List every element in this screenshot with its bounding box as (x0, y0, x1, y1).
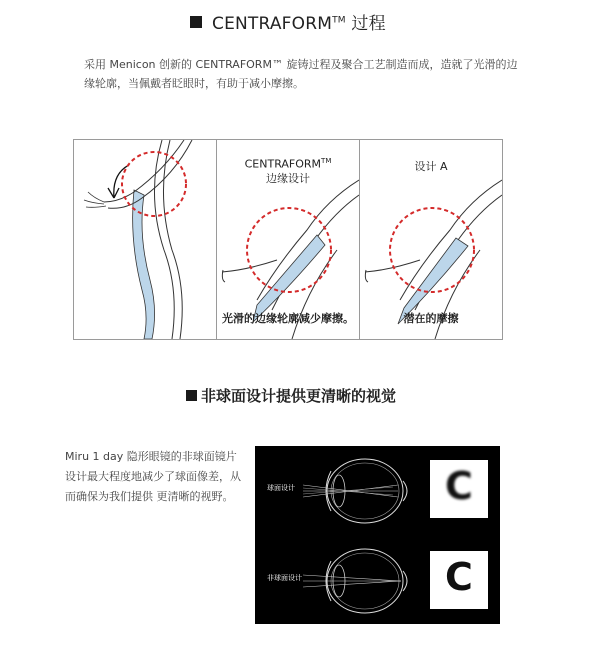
eyelid-lens-illustration (74, 140, 216, 339)
spherical-eye-icon (303, 451, 413, 531)
bullet-square-icon (186, 390, 197, 401)
sharp-letter-c: C (445, 555, 473, 599)
aspheric-comparison-panel (255, 446, 500, 624)
panel-design-a (359, 139, 503, 340)
edge-comparison-diagram (73, 139, 503, 340)
title-main: CENTRAFORM (212, 14, 333, 34)
section-title-centraform (190, 9, 386, 34)
bullet-square-icon (190, 16, 202, 28)
panel2-caption: 光滑的边缘轮廓减少摩擦。 (222, 312, 354, 325)
title-suffix: 过程 (345, 14, 386, 34)
aspheric-label: 非球面设计 (267, 574, 302, 582)
title-tm: TM (332, 15, 346, 26)
panel2-title-line1: CENTRAFORM (244, 157, 322, 171)
panel-centraform-edge (216, 139, 360, 340)
panel3-caption: 潜在的摩擦 (403, 312, 459, 325)
spherical-label: 球面设计 (267, 484, 295, 492)
panel-eyelid-lens (73, 139, 217, 340)
centraform-description: 采用 Menicon 创新的 CENTRAFORM™ 旋铸过程及聚合工艺制造而成，造就了光滑的边缘轮廓，当佩戴者眨眼时，有助于减小摩擦。 (84, 58, 518, 90)
blurry-chart-box (430, 460, 488, 518)
panel2-title-tm: TM (321, 157, 332, 165)
panel3-title: 设计 A (414, 160, 448, 173)
aspheric-description: Miru 1 day 隐形眼镜的非球面镜片设计最大程度地减少了球面像差，从而确保为我们提供 更清晰的视野。 (65, 450, 241, 503)
section-title-aspheric (186, 385, 396, 406)
panel2-title-line2: 边缘设计 (266, 171, 310, 185)
blurry-letter-c: C (445, 464, 473, 508)
aspheric-title-text: 非球面设计提供更清晰的视觉 (201, 387, 397, 405)
sharp-chart-box (430, 551, 488, 609)
aspheric-eye-icon (303, 541, 413, 621)
